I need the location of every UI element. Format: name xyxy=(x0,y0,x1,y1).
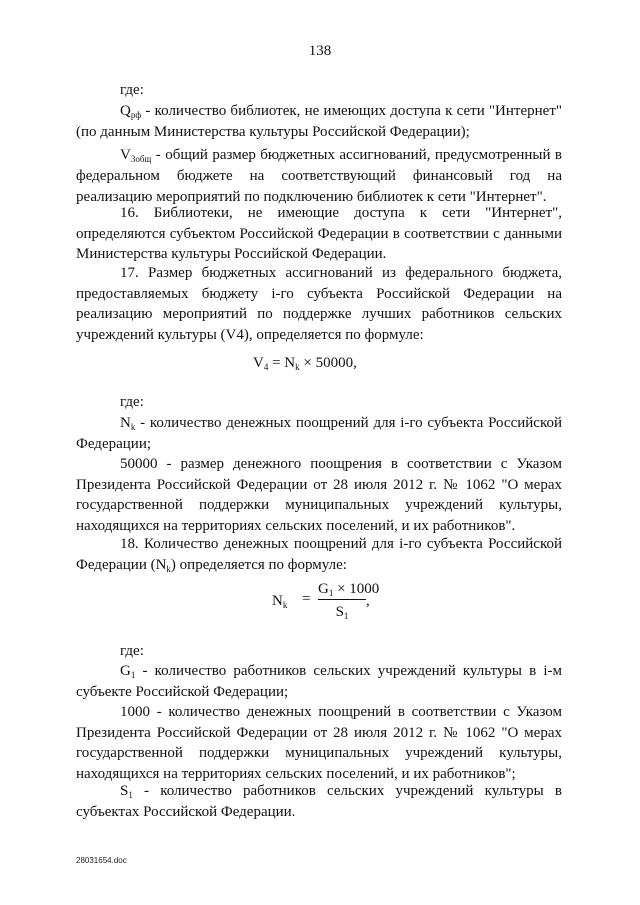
formula-numerator: $G_1 \times 1000$ xyxy=(318,581,380,598)
formula-v4: $V_4 = N_k \times 50000$, xyxy=(253,355,357,372)
fraction-bar xyxy=(318,599,366,600)
file-name-footer: 28031654.doc xyxy=(76,856,127,865)
definition-q-rf: $Q_{рф}$ - количество библиотек, не имеющих доступа к сети "Интернет" (по данным Министерства культуры Российской Федерации); xyxy=(76,103,562,140)
paragraph-17: 17. Размер бюджетных ассигнований из федерального бюджета, предоставляемых бюджету i-го субъекта Российской Федерации на реализацию мероприятий по поддержке лучших работников сельских учреждений культуры (V4), определяется по формуле: xyxy=(76,265,562,343)
formula-equals: = xyxy=(302,591,311,607)
definition-nk: $N_k$ - количество денежных поощрений для i-го субъекта Российской Федерации; xyxy=(76,415,562,452)
definition-g1: $G_1$ - количество работников сельских учреждений культуры в i-м субъекте Российской Федерации; xyxy=(76,663,562,700)
formula-denominator: $S_1$ xyxy=(335,604,349,621)
paragraph-18: 18. Количество денежных поощрений для i-го субъекта Российской Федерации $(N_k)$ определяется по формуле: xyxy=(76,536,562,574)
definition-50000: 50000 - размер денежного поощрения в соответствии с Указом Президента Российской Федерации от 28 июля 2012 г. № 1062 "О мерах государственной поддержки муниципальных учреждений культуры, находящихся на территориях сельских поселений, и их работников". xyxy=(76,456,562,534)
definition-s1: $S_1$ - количество работников сельских учреждений культуры в субъектах Российской Федерации. xyxy=(76,783,562,820)
formula-nk-lhs: $N_k$ xyxy=(272,593,288,610)
where-label-2: где: xyxy=(120,394,144,410)
formula-comma: , xyxy=(366,593,370,609)
where-label-1: где: xyxy=(120,82,144,98)
where-label-3: где: xyxy=(120,643,144,659)
definition-v3: $V_{3общ}$ - общий размер бюджетных ассигнований, предусмотренный в федеральном бюджете на соответствующий финансовый год на реализацию мероприятий по подключению библиотек к сети "Интернет". xyxy=(76,147,562,205)
page-number: 138 xyxy=(308,43,332,59)
paragraph-16: 16. Библиотеки, не имеющие доступа к сети "Интернет", определяются субъектом Российской Федерации в соответствии с данными Министерства культуры Российской Федерации. xyxy=(76,205,562,262)
definition-1000: 1000 - количество денежных поощрений в соответствии с Указом Президента Российской Федерации от 28 июля 2012 г. № 1062 "О мерах государственной поддержки муниципальных учреждений культуры, находящихся на территориях сельских поселений, и их работников"; xyxy=(76,704,562,782)
